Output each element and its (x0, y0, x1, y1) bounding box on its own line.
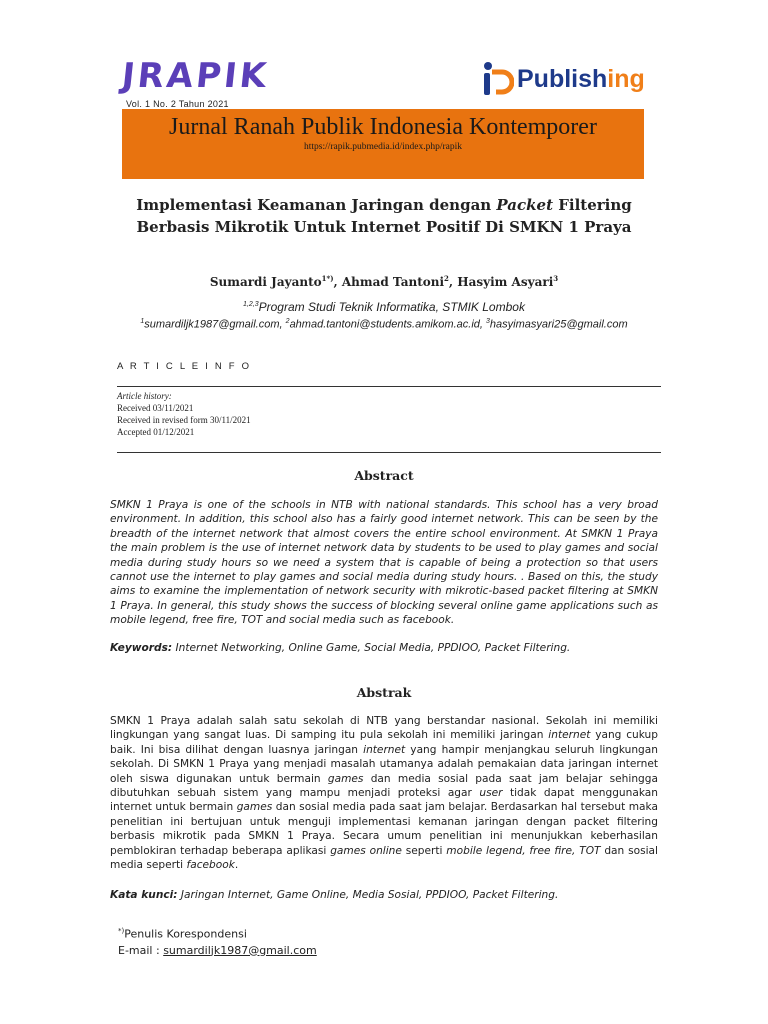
journal-logo: JRAPIK (119, 56, 272, 96)
correspondence-email[interactable]: sumardiljk1987@gmail.com (163, 943, 317, 957)
abstract-text: SMKN 1 Praya is one of the schools in NTB with national standards. This school has a very broad environment. In addition, this school also has a fairly good internet network. This can be seen by the breadth of the internet network that almost covers the entire school environment. At SMKN 1 Praya the main problem is the use of internet network data by students to be used to play games and social media during study hours so we need a system that is capable of being a protection so that users cannot use the internet to play games and social media during study hours. . Based on this, the study aims to examine the implementation of network security with mikrotic-based packet filtering at SMKN 1 Praya. In general, this study shows the success of blocking several online game applications such as mobile legend, free fire, TOT and social media such as facebook. (110, 499, 658, 627)
abstrak-text: SMKN 1 Praya adalah salah satu sekolah di NTB yang berstandar nasional. Sekolah ini memiliki lingkungan yang sangat luas. Di samping itu pula sekolah ini memiliki jaringan internet yang cukup baik. Ini bisa dilihat dengan luasnya jaringan internet yang hampir menjangkau seluruh lingkungan sekolah. Di SMKN 1 Praya yang menjadi masalah utamanya adalah pemakaian data jaringan internet oleh siswa digunakan untuk bermain games dan media sosial pada saat jam belajar sehingga dibutuhkan sebuah sistem yang mampu menjadi proteksi agar user tidak dapat menggunakan internet untuk bermain games dan sosial media pada saat jam belajar. Berdasarkan hal tersebut maka penelitian ini bertujuan untuk menguji implementasi kemanan jaringan dengan packet filtering berbasis mikrotik pada SMKN 1 Praya. Secara umum penelitian ini menunjukkan keberhasilan pemblokiran terhadap beberapa aplikasi games online seperti mobile legend, free fire, TOT dan sosial media seperti facebook. (110, 715, 658, 872)
authors: Sumardi Jayanto$^{1*)}$, Ahmad Tantoni$^2$, Hasyim Asyari$^3$ (209, 274, 559, 289)
volume-info: Vol. 1 No. 2 Tahun 2021 (126, 99, 229, 109)
journal-url[interactable]: https://rapik.pubmedia.id/index.php/rapik (303, 142, 463, 152)
abstract-heading: Abstract (354, 468, 414, 483)
correspondence: *)Penulis Korespondensi E-mail : sumardiljk1987@gmail.com (118, 927, 317, 957)
journal-banner (122, 109, 644, 179)
divider (117, 452, 661, 453)
divider (117, 386, 661, 387)
author-email[interactable]: ahmad.tantoni@students.amikom.ac.id (289, 318, 480, 331)
journal-name: Jurnal Ranah Publik Indonesia Kontemporer (169, 114, 597, 140)
publisher-logo (480, 60, 645, 98)
author-name: Sumardi Jayanto (209, 275, 322, 289)
publisher-logo-text: Publishing (517, 64, 645, 93)
keywords: Keywords: Internet Networking, Online Game, Social Media, PPDIOO, Packet Filtering. (110, 642, 571, 654)
article-title: Implementasi Keamanan Jaringan dengan Packet Filtering Berbasis Mikrotik Untuk Internet Positif Di SMKN 1 Praya (136, 196, 632, 236)
kata-kunci: Kata kunci: Jaringan Internet, Game Online, Media Sosial, PPDIOO, Packet Filtering. (110, 889, 559, 901)
article-info-label: A R T I C L E I N F O (117, 361, 252, 372)
affiliation: $^{1,2,3}$Program Studi Teknik Informatika, STMIK Lombok (243, 300, 525, 314)
article-history: Article history: Received 03/11/2021 Received in revised form 30/11/2021 Accepted 01/12/2021 (117, 391, 251, 437)
author-name: Hasyim Asyari (457, 275, 554, 289)
publisher-logo-icon (480, 60, 514, 98)
author-email[interactable]: hasyimasyari25@gmail.com (489, 318, 628, 331)
author-emails: $^1$sumardiljk1987@gmail.com, $^2$ahmad.tantoni@students.amikom.ac.id, $^3$hasyimasyari25@gmail.com (140, 318, 628, 331)
author-email[interactable]: sumardiljk1987@gmail.com (144, 318, 280, 331)
abstrak-heading: Abstrak (356, 685, 412, 700)
author-name: Ahmad Tantoni (341, 275, 445, 289)
